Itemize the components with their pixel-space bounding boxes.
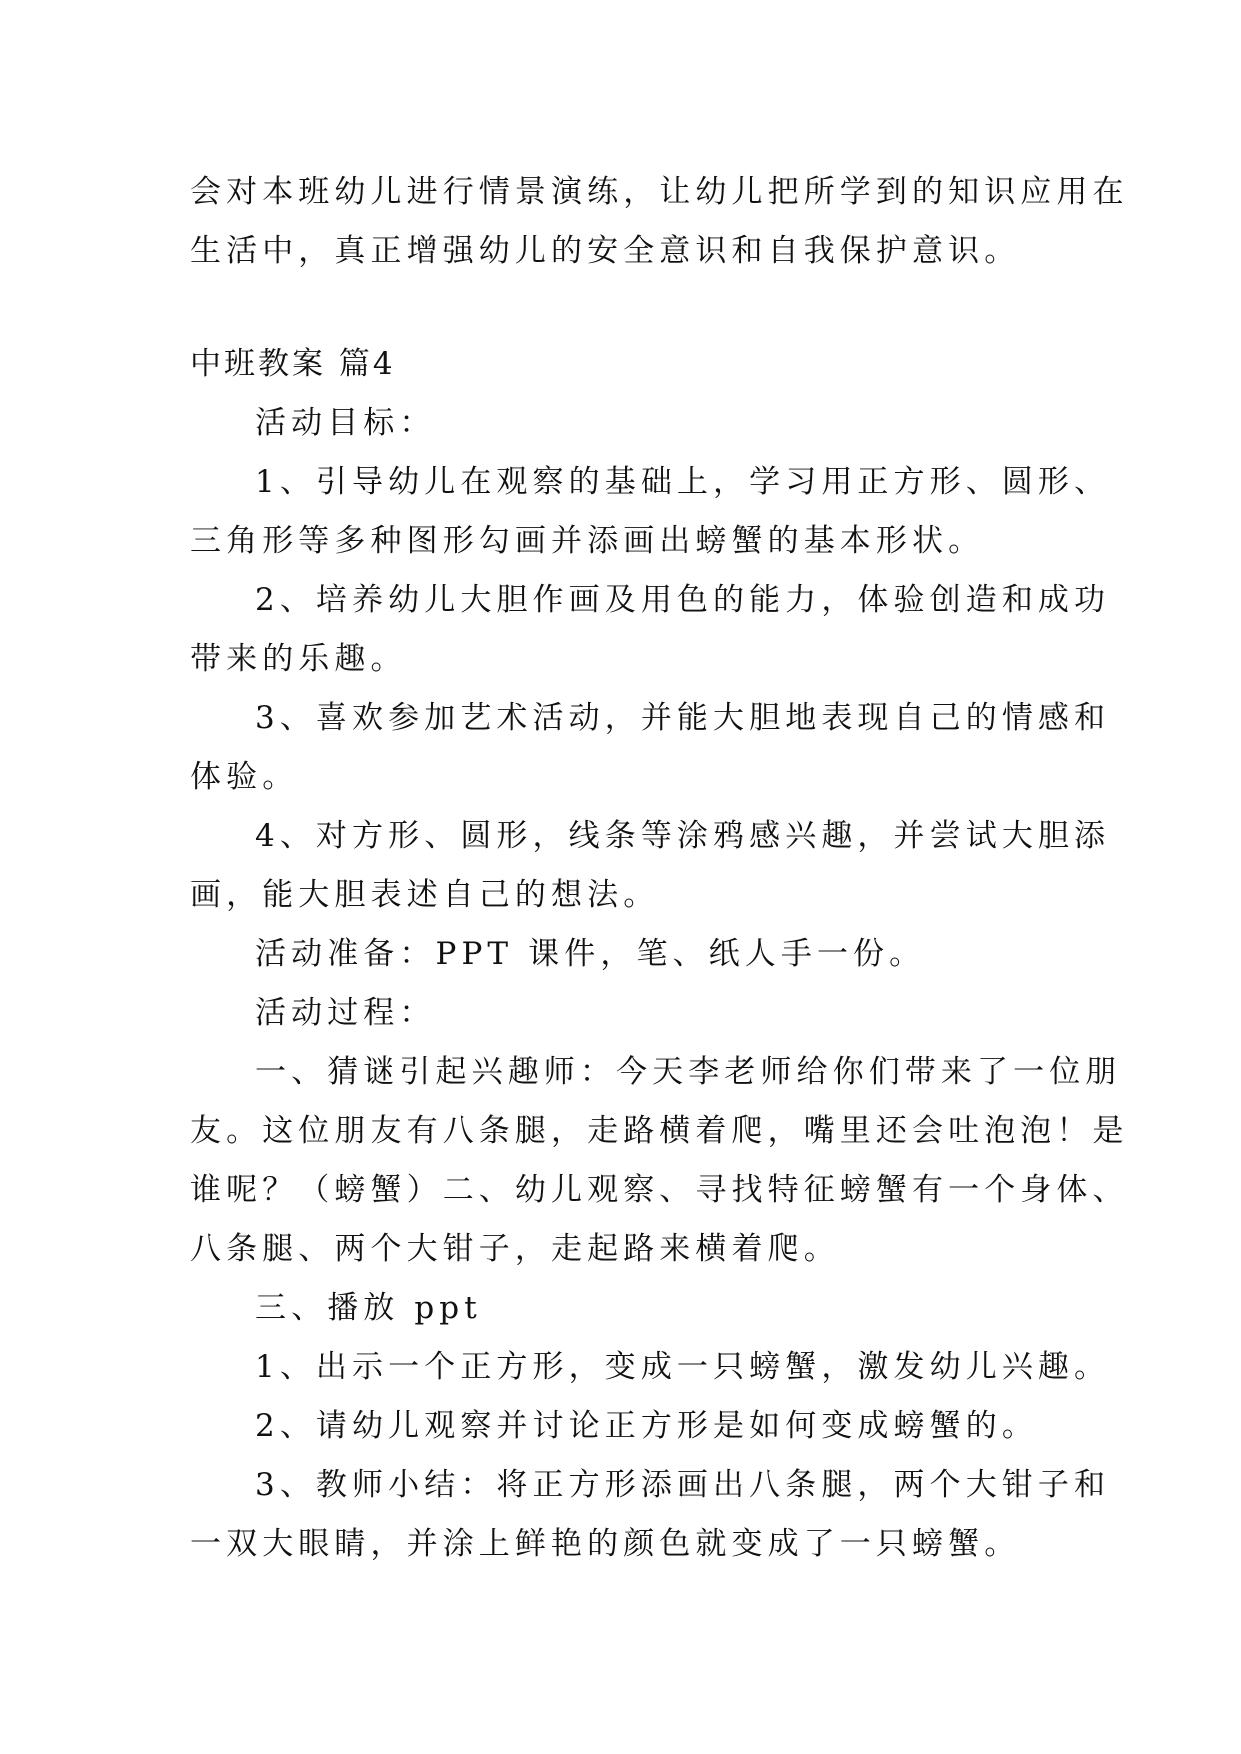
subheading-activity-goals: 活动目标： xyxy=(255,405,436,441)
paragraph-line: 体验。 xyxy=(190,759,299,795)
paragraph-line: 会对本班幼儿进行情景演练，让幼儿把所学到的知识应用在 xyxy=(190,174,1129,210)
paragraph-line: 3、教师小结：将正方形添画出八条腿，两个大钳子和 xyxy=(255,1467,1111,1503)
paragraph-line: 一双大眼睛，并涂上鲜艳的颜色就变成了一只螃蟹。 xyxy=(190,1526,1021,1562)
section-title: 中班教案 篇4 xyxy=(190,346,396,382)
paragraph-line: 3、喜欢参加艺术活动，并能大胆地表现自己的情感和 xyxy=(255,700,1111,736)
subheading-activity-preparation: 活动准备：PPT 课件，笔、纸人手一份。 xyxy=(255,936,926,972)
paragraph-line: 三角形等多种图形勾画并添画出螃蟹的基本形状。 xyxy=(190,523,985,559)
paragraph-line: 生活中，真正增强幼儿的安全意识和自我保护意识。 xyxy=(190,233,1021,269)
paragraph-line: 三、播放 ppt xyxy=(255,1290,482,1326)
paragraph-line: 谁呢？（螃蟹）二、幼儿观察、寻找特征螃蟹有一个身体、 xyxy=(190,1172,1129,1208)
paragraph-line: 带来的乐趣。 xyxy=(190,641,407,677)
paragraph-line: 画，能大胆表述自己的想法。 xyxy=(190,877,660,913)
document-body xyxy=(190,163,1129,1574)
paragraph-line: 1、出示一个正方形，变成一只螃蟹，激发幼儿兴趣。 xyxy=(255,1349,1111,1385)
paragraph-line: 一、猜谜引起兴趣师：今天李老师给你们带来了一位朋 xyxy=(255,1054,1122,1090)
paragraph-line: 1、引导幼儿在观察的基础上，学习用正方形、圆形、 xyxy=(255,464,1111,500)
paragraph-line: 4、对方形、圆形，线条等涂鸦感兴趣，并尝试大胆添 xyxy=(255,818,1111,854)
paragraph-line: 八条腿、两个大钳子，走起路来横着爬。 xyxy=(190,1231,840,1267)
paragraph-line: 2、请幼儿观察并讨论正方形是如何变成螃蟹的。 xyxy=(255,1408,1038,1444)
paragraph-line: 友。这位朋友有八条腿，走路横着爬，嘴里还会吐泡泡！是 xyxy=(190,1113,1129,1149)
subheading-activity-process: 活动过程： xyxy=(255,995,436,1031)
paragraph-line: 2、培养幼儿大胆作画及用色的能力，体验创造和成功 xyxy=(255,582,1111,618)
